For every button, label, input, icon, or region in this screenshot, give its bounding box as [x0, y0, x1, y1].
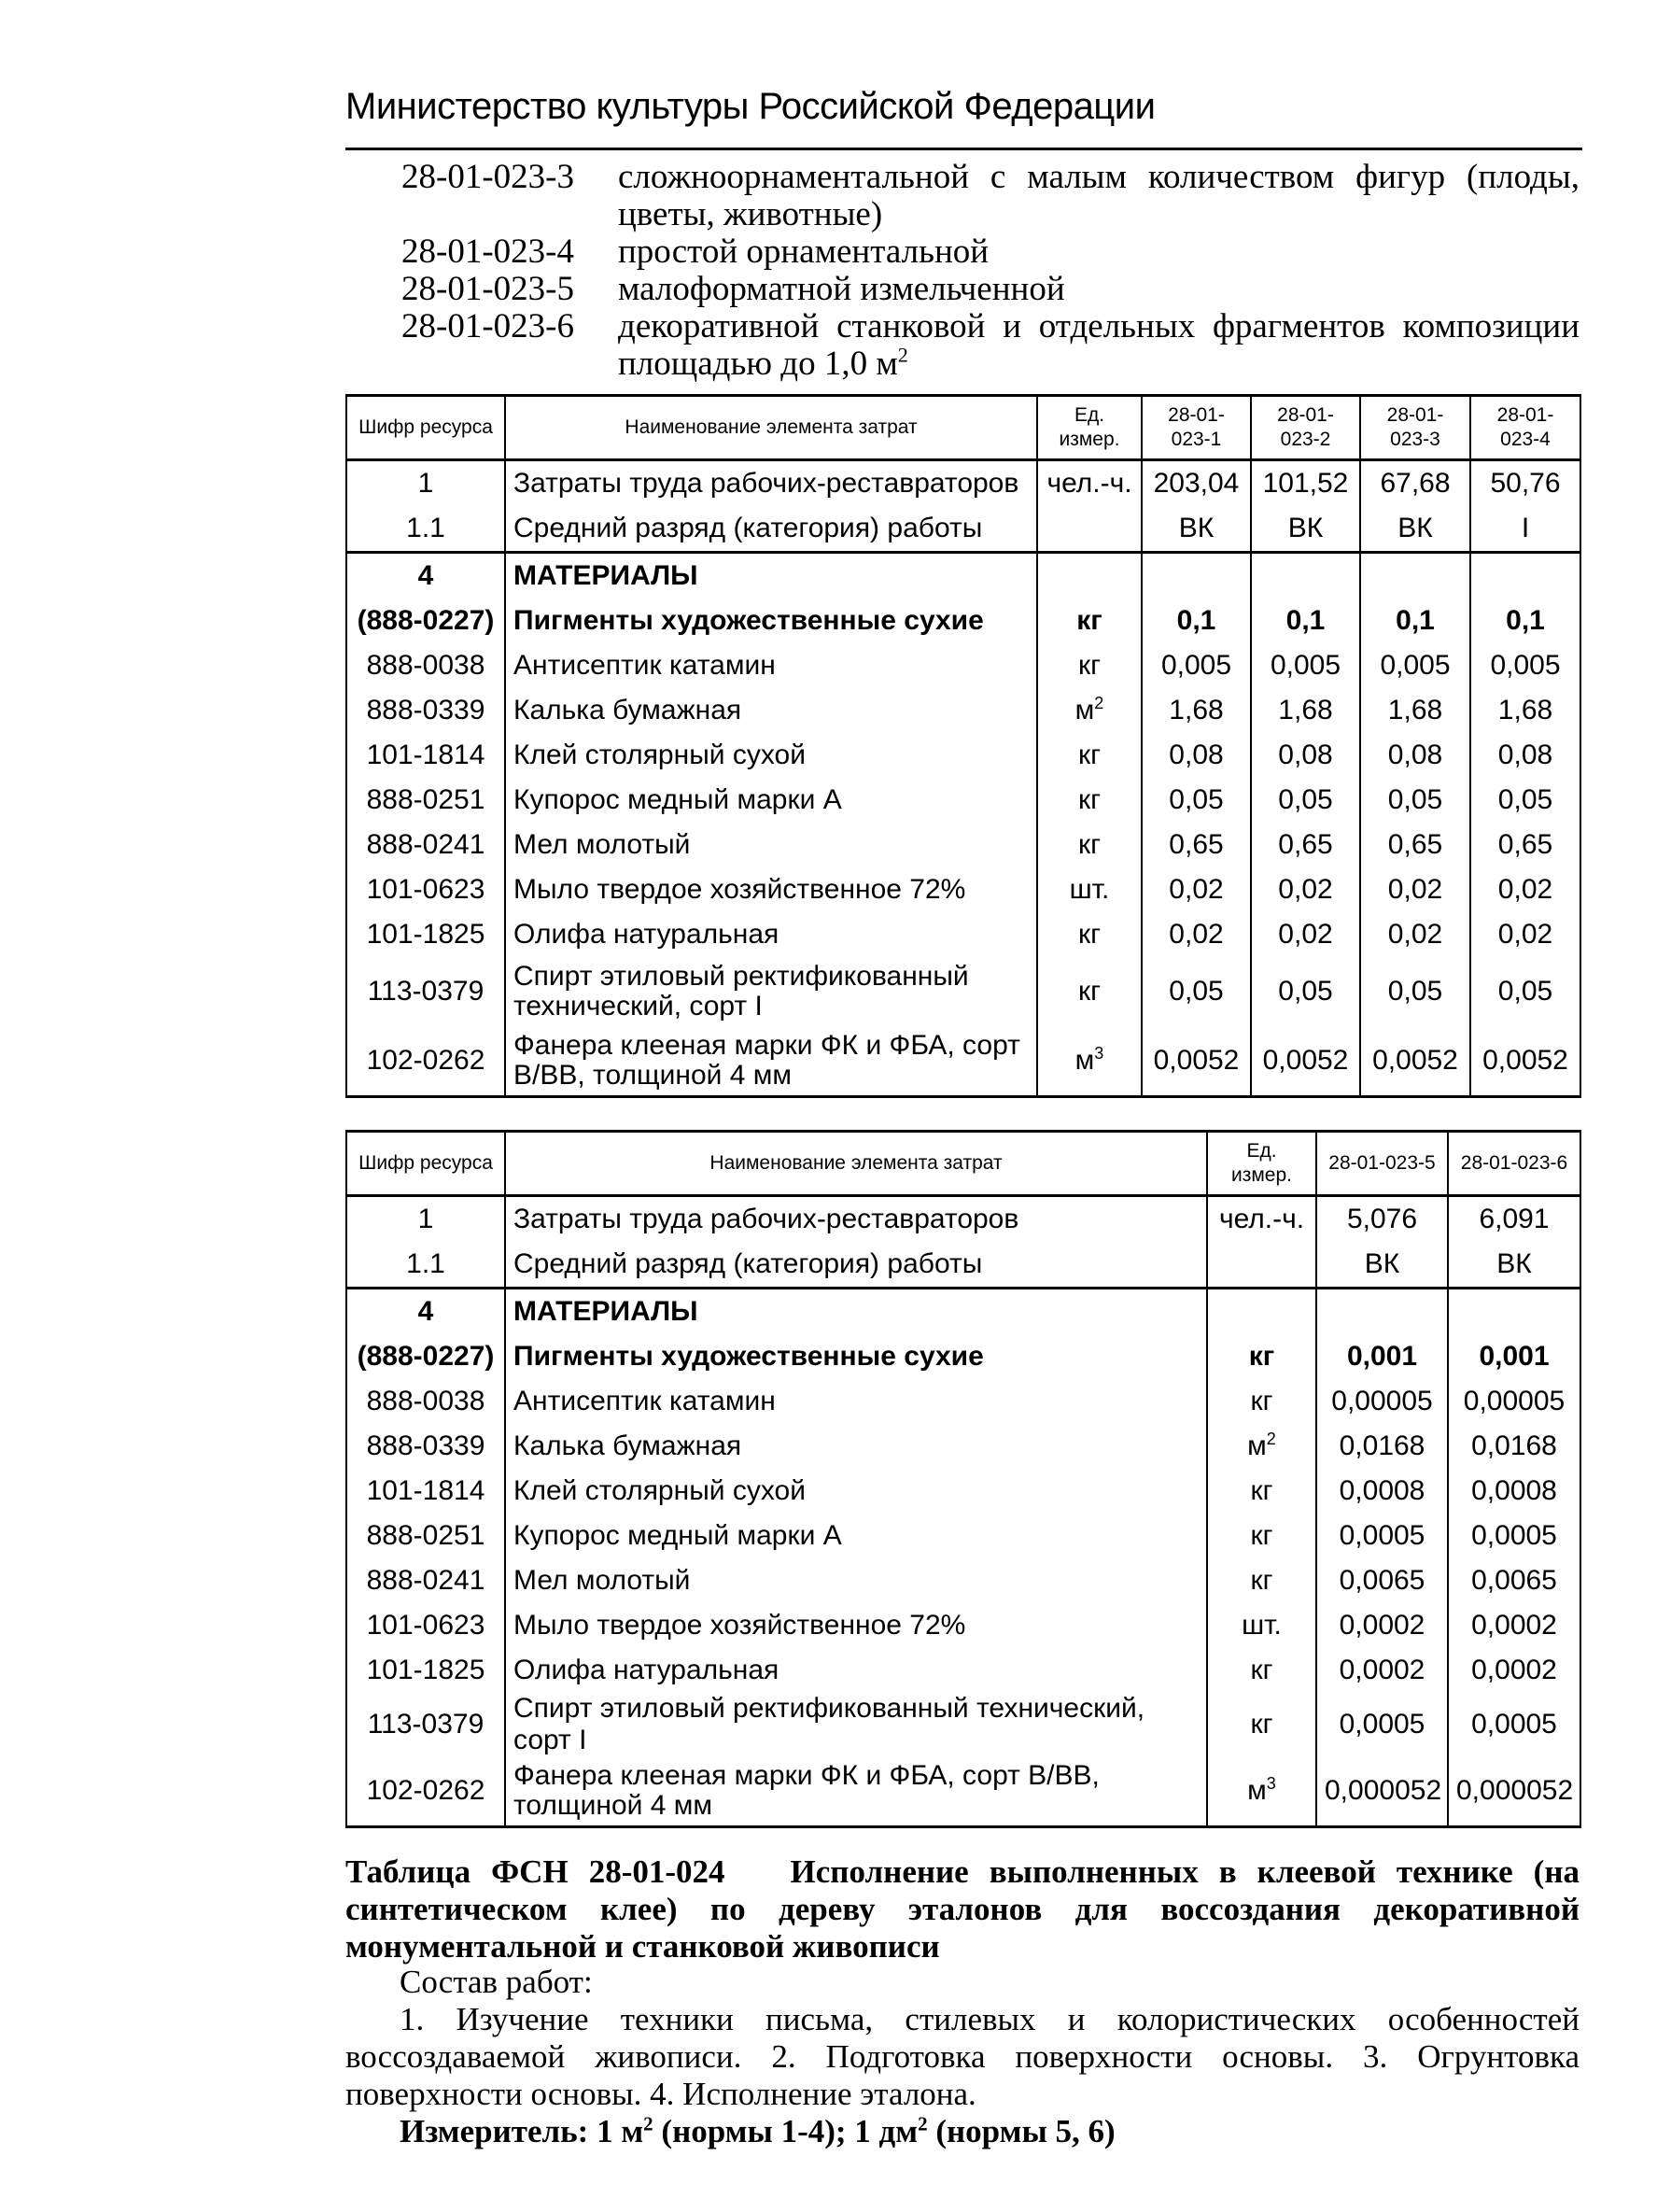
- value-cell: 0,1: [1470, 599, 1580, 643]
- value-cell: 203,04: [1142, 460, 1251, 507]
- table-row: [346, 460, 1580, 507]
- unit-text: м: [1247, 1775, 1267, 1806]
- unit-cell: [1037, 957, 1142, 1026]
- value-cell: 0,1: [1142, 599, 1251, 643]
- unit-text: кг: [1077, 650, 1102, 681]
- unit-cell: [1037, 643, 1142, 688]
- unit-cell: [1207, 1558, 1316, 1603]
- norm-item: [401, 233, 1580, 271]
- table-row: [346, 957, 1580, 1026]
- resource-code-cell: (888-0227): [346, 1334, 505, 1379]
- unit-cell: [1037, 733, 1142, 778]
- unit-cell: [1207, 1756, 1316, 1827]
- resource-code-cell: (888-0227): [346, 599, 505, 643]
- resource-name-cell: Калька бумажная: [505, 688, 1037, 733]
- norm-item: [401, 159, 1580, 233]
- value-cell: 0,02: [1470, 867, 1580, 912]
- table-row: [346, 1289, 1580, 1335]
- work-heading: Состав работ:: [400, 1964, 593, 2000]
- table-row: [346, 1196, 1580, 1243]
- value-cell: 0,0008: [1448, 1469, 1580, 1514]
- unit-text: м: [1074, 1045, 1095, 1076]
- value-cell: 5,076: [1316, 1196, 1448, 1243]
- table-caption-title: Исполнение выполненных в клеевой технике (на синтетическом клее) по дереву эталонов для воссоздания декоративной монументальной и станковой живописи: [345, 1853, 1580, 1965]
- value-cell: [1448, 1289, 1580, 1335]
- measure-part-c: (нормы 5, 6): [927, 2113, 1116, 2149]
- value-cell: I: [1470, 506, 1580, 553]
- table-caption: [345, 1853, 1580, 1965]
- value-cell: [1142, 553, 1251, 599]
- table-row: [346, 1558, 1580, 1603]
- resource-name-cell: Калька бумажная: [505, 1424, 1207, 1469]
- resource-name-cell: Клей столярный сухой: [505, 1469, 1207, 1514]
- header-code: Шифр ресурса: [346, 396, 505, 460]
- value-cell: 0,02: [1142, 867, 1251, 912]
- resource-code-cell: 101-0623: [346, 1603, 505, 1648]
- norm-item-text-main: декоративной станковой и отдельных фрагментов композиции площадью до 1,0 м: [618, 307, 1580, 383]
- value-cell: 0,02: [1360, 867, 1470, 912]
- norm-item-code: 28-01-023-5: [401, 270, 574, 308]
- unit-cell: [1207, 1648, 1316, 1693]
- value-cell: 0,005: [1251, 643, 1360, 688]
- resource-code-cell: 888-0339: [346, 1424, 505, 1469]
- value-cell: 0,05: [1470, 778, 1580, 823]
- table-row: [346, 643, 1580, 688]
- resource-code-cell: 101-1814: [346, 1469, 505, 1514]
- unit-cell: [1037, 912, 1142, 957]
- table-row: [346, 553, 1580, 599]
- resource-code-cell: 1: [346, 460, 505, 507]
- value-cell: 0,0002: [1316, 1603, 1448, 1648]
- value-cell: ВК: [1360, 506, 1470, 553]
- unit-text: кг: [1250, 1520, 1273, 1551]
- resource-name-cell: Антисептик катамин: [505, 643, 1037, 688]
- resource-code-cell: 101-1825: [346, 1648, 505, 1693]
- resource-name-cell: Мел молотый: [505, 823, 1037, 867]
- table-row: [346, 688, 1580, 733]
- norm-item-text: сложноорнаментальной с малым количеством фигур (плоды, цветы, животные): [618, 158, 1580, 233]
- header-norm-code: 28-01-023-1: [1142, 396, 1251, 460]
- resource-code-cell: 101-1814: [346, 733, 505, 778]
- table-row: [346, 1469, 1580, 1514]
- value-cell: 0,65: [1470, 823, 1580, 867]
- table-row: [346, 1693, 1580, 1756]
- unit-text: м: [1074, 695, 1095, 726]
- value-cell: 0,0008: [1316, 1469, 1448, 1514]
- header-code: Шифр ресурса: [346, 1132, 505, 1196]
- value-cell: ВК: [1142, 506, 1251, 553]
- value-cell: ВК: [1448, 1242, 1580, 1289]
- value-cell: 0,000052: [1448, 1756, 1580, 1827]
- resource-name-cell: Купорос медный марки А: [505, 778, 1037, 823]
- work-steps: 1. Изучение техники письма, стилевых и колористических особенностей воссоздаваемой живописи. 2. Подготовка поверхности основы. 3. Огрунтовка поверхности основы. 4. Исполнение эталона.: [345, 2001, 1580, 2112]
- value-cell: [1470, 553, 1580, 599]
- resource-code-cell: 888-0038: [346, 1379, 505, 1424]
- value-cell: 0,05: [1142, 957, 1251, 1026]
- unit-cell: [1207, 1693, 1316, 1756]
- resource-name-cell: Клей столярный сухой: [505, 733, 1037, 778]
- resource-code-cell: 113-0379: [346, 1693, 505, 1756]
- value-cell: 0,005: [1470, 643, 1580, 688]
- resource-code-cell: 113-0379: [346, 957, 505, 1026]
- unit-cell: [1207, 1196, 1316, 1243]
- value-cell: 0,0005: [1316, 1514, 1448, 1558]
- value-cell: 1,68: [1470, 688, 1580, 733]
- unit-text: кг: [1250, 1565, 1273, 1596]
- value-cell: 0,0052: [1251, 1026, 1360, 1097]
- superscript: 2: [897, 343, 908, 367]
- resource-name-cell: Средний разряд (категория) работы: [505, 1242, 1207, 1289]
- unit-text: кг: [1077, 829, 1102, 860]
- norm-item: [401, 308, 1580, 383]
- work-description: [345, 1964, 1580, 2150]
- superscript: 3: [1266, 1774, 1276, 1793]
- norm-item-text: [618, 308, 1580, 383]
- table-row: [346, 1334, 1580, 1379]
- resource-name-cell: МАТЕРИАЛЫ: [505, 553, 1037, 599]
- superscript: 2: [643, 2112, 653, 2135]
- value-cell: 0,65: [1142, 823, 1251, 867]
- unit-cell: [1037, 599, 1142, 643]
- unit-cell: [1037, 553, 1142, 599]
- value-cell: 6,091: [1448, 1196, 1580, 1243]
- resource-name-cell: Спирт этиловый ректификованный технический, сорт I: [505, 1693, 1207, 1756]
- unit-text: чел.-ч.: [1046, 468, 1132, 499]
- table-row: [346, 1379, 1580, 1424]
- unit-text: кг: [1250, 1475, 1273, 1506]
- resource-table-2: [345, 1130, 1581, 1828]
- norm-item-code: 28-01-023-3: [401, 158, 574, 196]
- unit-text: чел.-ч.: [1218, 1204, 1305, 1234]
- norm-item-text: малоформатной измельченной: [618, 270, 1065, 308]
- unit-text: кг: [1076, 605, 1102, 636]
- value-cell: ВК: [1251, 506, 1360, 553]
- table-row: [346, 823, 1580, 867]
- resource-code-cell: 4: [346, 553, 505, 599]
- measurement-unit: [345, 2113, 1580, 2150]
- header-unit: Ед. измер.: [1037, 396, 1142, 460]
- table-row: [346, 1514, 1580, 1558]
- value-cell: 0,005: [1142, 643, 1251, 688]
- value-cell: 0,0065: [1316, 1558, 1448, 1603]
- resource-code-cell: 1.1: [346, 506, 505, 553]
- superscript: 3: [1094, 1044, 1104, 1063]
- norm-items-list: [401, 159, 1580, 383]
- resource-name-cell: Купорос медный марки А: [505, 1514, 1207, 1558]
- value-cell: 1,68: [1360, 688, 1470, 733]
- value-cell: 0,65: [1251, 823, 1360, 867]
- superscript: 2: [1094, 694, 1104, 712]
- unit-cell: [1037, 823, 1142, 867]
- value-cell: 0,02: [1251, 912, 1360, 957]
- table-caption-number: Таблица ФСН 28-01-024: [345, 1853, 725, 1890]
- resource-code-cell: 888-0251: [346, 1514, 505, 1558]
- unit-cell: [1207, 1469, 1316, 1514]
- value-cell: 0,001: [1316, 1334, 1448, 1379]
- value-cell: 0,1: [1251, 599, 1360, 643]
- table-header-row: [346, 1132, 1580, 1196]
- value-cell: 0,02: [1142, 912, 1251, 957]
- resource-code-cell: 888-0241: [346, 823, 505, 867]
- resource-name-cell: Мел молотый: [505, 1558, 1207, 1603]
- unit-text: кг: [1250, 1709, 1273, 1740]
- value-cell: 0,02: [1360, 912, 1470, 957]
- resource-name-cell: Затраты труда рабочих-реставраторов: [505, 460, 1037, 507]
- value-cell: 101,52: [1251, 460, 1360, 507]
- norm-item-code: 28-01-023-6: [401, 307, 574, 345]
- unit-text: кг: [1248, 1341, 1275, 1372]
- unit-cell: [1037, 460, 1142, 507]
- resource-code-cell: 1: [346, 1196, 505, 1243]
- table-row: [346, 1603, 1580, 1648]
- norm-item-text: простой орнаментальной: [618, 232, 990, 271]
- resource-name-cell: Олифа натуральная: [505, 1648, 1207, 1693]
- header-name: Наименование элемента затрат: [505, 396, 1037, 460]
- table-row: [346, 733, 1580, 778]
- unit-text: кг: [1250, 1655, 1273, 1685]
- unit-cell: [1037, 688, 1142, 733]
- table-row: [346, 1648, 1580, 1693]
- resource-code-cell: 101-0623: [346, 867, 505, 912]
- table-row: [346, 506, 1580, 553]
- page-header: Министерство культуры Российской Федерации: [345, 86, 1156, 127]
- value-cell: 0,02: [1251, 867, 1360, 912]
- unit-text: кг: [1077, 976, 1102, 1007]
- measure-part-b: (нормы 1-4); 1 дм: [653, 2113, 919, 2149]
- value-cell: 0,08: [1142, 733, 1251, 778]
- value-cell: 0,0065: [1448, 1558, 1580, 1603]
- unit-cell: [1037, 778, 1142, 823]
- header-norm-code: 28-01-023-3: [1360, 396, 1470, 460]
- unit-cell: [1207, 1289, 1316, 1335]
- unit-cell: [1207, 1424, 1316, 1469]
- table-row: [346, 1026, 1580, 1097]
- resource-name-cell: Пигменты художественные сухие: [505, 599, 1037, 643]
- resource-name-cell: Мыло твердое хозяйственное 72%: [505, 1603, 1207, 1648]
- superscript: 2: [918, 2112, 928, 2135]
- value-cell: [1251, 553, 1360, 599]
- norm-item: [401, 271, 1580, 308]
- header-norm-code: 28-01-023-4: [1470, 396, 1580, 460]
- value-cell: 0,0168: [1316, 1424, 1448, 1469]
- unit-text: м: [1247, 1430, 1267, 1461]
- value-cell: 0,0002: [1316, 1648, 1448, 1693]
- resource-name-cell: Фанера клееная марки ФК и ФБА, сорт В/ВВ, толщиной 4 мм: [505, 1756, 1207, 1827]
- unit-text: кг: [1077, 740, 1102, 770]
- resource-name-cell: Средний разряд (категория) работы: [505, 506, 1037, 553]
- superscript: 2: [1266, 1430, 1276, 1448]
- value-cell: 0,05: [1360, 778, 1470, 823]
- value-cell: 50,76: [1470, 460, 1580, 507]
- unit-cell: [1037, 506, 1142, 553]
- header-norm-code: 28-01-023-2: [1251, 396, 1360, 460]
- header-rule: [345, 148, 1582, 150]
- table-row: [346, 867, 1580, 912]
- value-cell: 0,001: [1448, 1334, 1580, 1379]
- unit-text: кг: [1077, 784, 1102, 815]
- table-row: [346, 1242, 1580, 1289]
- header-norm-code: 28-01-023-6: [1448, 1132, 1580, 1196]
- resource-code-cell: 888-0241: [346, 1558, 505, 1603]
- value-cell: 0,0052: [1470, 1026, 1580, 1097]
- resource-name-cell: МАТЕРИАЛЫ: [505, 1289, 1207, 1335]
- resource-code-cell: 102-0262: [346, 1756, 505, 1827]
- resource-code-cell: 888-0339: [346, 688, 505, 733]
- value-cell: ВК: [1316, 1242, 1448, 1289]
- value-cell: 0,0052: [1360, 1026, 1470, 1097]
- value-cell: 0,0002: [1448, 1603, 1580, 1648]
- resource-name-cell: Фанера клееная марки ФК и ФБА, сорт В/ВВ, толщиной 4 мм: [505, 1026, 1037, 1097]
- resource-name-cell: Спирт этиловый ректификованный технический, сорт I: [505, 957, 1037, 1026]
- value-cell: 1,68: [1251, 688, 1360, 733]
- header-norm-code: 28-01-023-5: [1316, 1132, 1448, 1196]
- table-row: [346, 778, 1580, 823]
- value-cell: 0,0002: [1448, 1648, 1580, 1693]
- header-name: Наименование элемента затрат: [505, 1132, 1207, 1196]
- resource-name-cell: Мыло твердое хозяйственное 72%: [505, 867, 1037, 912]
- resource-code-cell: 102-0262: [346, 1026, 505, 1097]
- value-cell: 0,08: [1470, 733, 1580, 778]
- unit-cell: [1207, 1514, 1316, 1558]
- value-cell: 0,0052: [1142, 1026, 1251, 1097]
- unit-text: шт.: [1069, 874, 1110, 905]
- table-header-row: [346, 396, 1580, 460]
- value-cell: 0,08: [1360, 733, 1470, 778]
- value-cell: 0,005: [1360, 643, 1470, 688]
- resource-code-cell: 4: [346, 1289, 505, 1335]
- resource-name-cell: Затраты труда рабочих-реставраторов: [505, 1196, 1207, 1243]
- unit-cell: [1207, 1603, 1316, 1648]
- unit-text: кг: [1077, 919, 1102, 950]
- resource-code-cell: 888-0038: [346, 643, 505, 688]
- value-cell: [1316, 1289, 1448, 1335]
- unit-cell: [1207, 1242, 1316, 1289]
- value-cell: 0,08: [1251, 733, 1360, 778]
- header-unit: Ед. измер.: [1207, 1132, 1316, 1196]
- value-cell: 0,0005: [1316, 1693, 1448, 1756]
- value-cell: 0,05: [1360, 957, 1470, 1026]
- unit-cell: [1207, 1334, 1316, 1379]
- value-cell: 1,68: [1142, 688, 1251, 733]
- value-cell: 0,00005: [1316, 1379, 1448, 1424]
- table-row: [346, 599, 1580, 643]
- measure-part-a: Измеритель: 1 м: [400, 2113, 644, 2149]
- unit-cell: [1207, 1379, 1316, 1424]
- table-row: [346, 1424, 1580, 1469]
- value-cell: 0,05: [1470, 957, 1580, 1026]
- value-cell: 0,05: [1251, 778, 1360, 823]
- value-cell: 0,1: [1360, 599, 1470, 643]
- value-cell: 0,05: [1142, 778, 1251, 823]
- value-cell: 0,000052: [1316, 1756, 1448, 1827]
- value-cell: 0,00005: [1448, 1379, 1580, 1424]
- value-cell: 0,0168: [1448, 1424, 1580, 1469]
- resource-code-cell: 888-0251: [346, 778, 505, 823]
- value-cell: 0,05: [1251, 957, 1360, 1026]
- value-cell: 67,68: [1360, 460, 1470, 507]
- unit-text: шт.: [1242, 1610, 1282, 1641]
- resource-name-cell: Олифа натуральная: [505, 912, 1037, 957]
- resource-code-cell: 101-1825: [346, 912, 505, 957]
- table-row: [346, 912, 1580, 957]
- resource-code-cell: 1.1: [346, 1242, 505, 1289]
- value-cell: 0,0005: [1448, 1514, 1580, 1558]
- resource-table-1: [345, 394, 1581, 1098]
- table-row: [346, 1756, 1580, 1827]
- resource-name-cell: Пигменты художественные сухие: [505, 1334, 1207, 1379]
- unit-cell: [1037, 1026, 1142, 1097]
- unit-text: кг: [1250, 1386, 1273, 1416]
- resource-name-cell: Антисептик катамин: [505, 1379, 1207, 1424]
- value-cell: 0,65: [1360, 823, 1470, 867]
- value-cell: 0,02: [1470, 912, 1580, 957]
- value-cell: 0,0005: [1448, 1693, 1580, 1756]
- value-cell: [1360, 553, 1470, 599]
- unit-cell: [1037, 867, 1142, 912]
- norm-item-code: 28-01-023-4: [401, 232, 574, 271]
